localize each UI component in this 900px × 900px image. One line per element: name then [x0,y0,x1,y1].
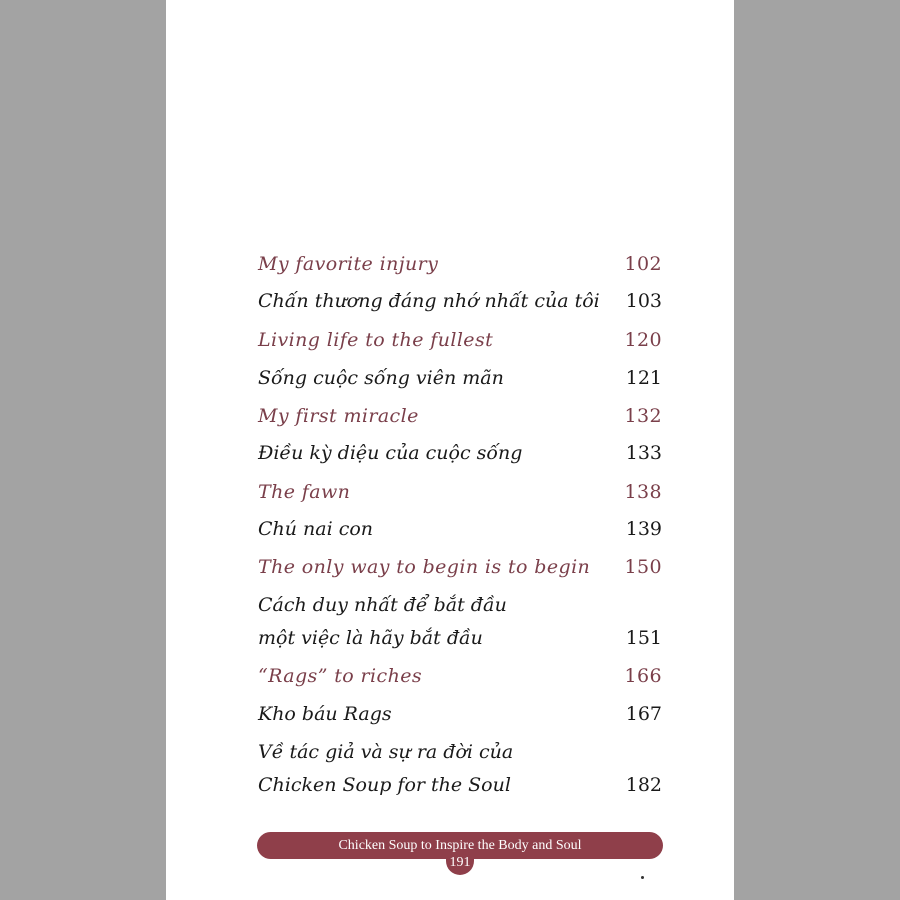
toc-entry-title: Living life to the fullest [258,329,494,351]
toc-entry-title: Cách duy nhất để bắt đầu [258,594,507,616]
page-number: 191 [446,855,474,875]
toc-entry-title: Chấn thương đáng nhớ nhất của tôi [258,290,600,312]
toc-entry-title: Kho báu Rags [258,703,392,725]
toc-entry-title: My favorite injury [258,253,439,275]
toc-entry-page: 121 [625,367,662,389]
toc-entry-title: Điều kỳ diệu của cuộc sống [258,442,523,464]
toc-entry-title: Chicken Soup for the Soul [258,774,511,796]
toc-entry-title: “Rags” to riches [258,665,422,687]
toc-entry-page: 102 [624,253,662,275]
toc-entry-page: 151 [625,627,662,649]
book-title: Chicken Soup to Inspire the Body and Soul [338,838,582,853]
toc-entry-page: 132 [624,405,662,427]
toc-entry-page: 166 [624,665,662,687]
toc-entry-page: 167 [625,703,662,725]
toc-entry-page: 133 [625,442,662,464]
toc-entry-title: Sống cuộc sống viên mãn [258,367,504,389]
toc-entry-page: 120 [624,329,662,351]
toc-entry-title: Chú nai con [258,518,374,540]
toc-entry-title: The only way to begin is to begin [258,556,591,578]
toc-entry-page: 103 [625,290,662,312]
ink-speck [641,876,644,879]
toc-entry-title: một việc là hãy bắt đầu [258,627,483,649]
toc-entry-page: 150 [624,556,662,578]
toc-entry-page: 138 [624,481,662,503]
toc-entry-title: Về tác giả và sự ra đời của [258,741,514,763]
toc-entry-page: 182 [625,774,662,796]
book-page [166,0,734,900]
toc-entry-title: My first miracle [258,405,419,427]
toc-entry-title: The fawn [258,481,351,503]
toc-entry-page: 139 [625,518,662,540]
